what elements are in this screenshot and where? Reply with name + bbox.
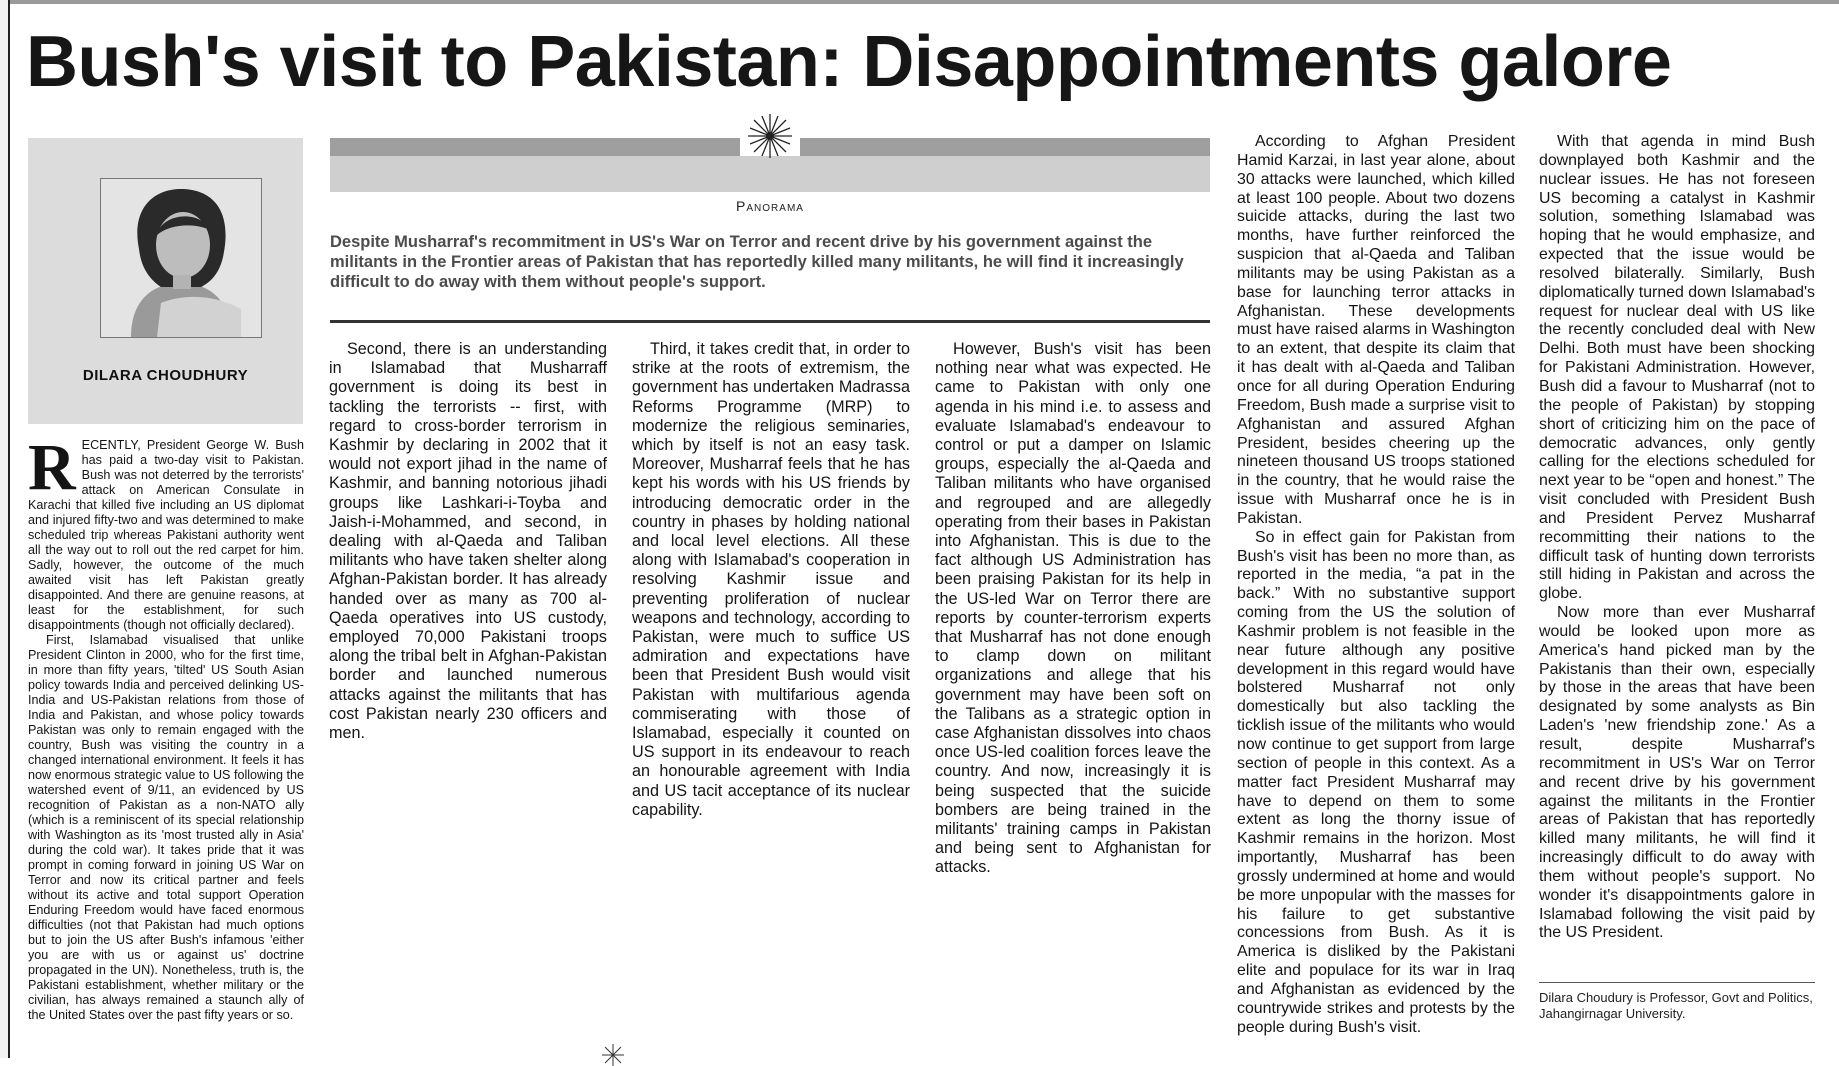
paragraph-karzai: According to Afghan President Hamid Karzai, in last year alone, about 30 attacks were launched, which killed at least 100 people. About two dozens suicide attacks, during the last two months, have further reinforced the suspicion that al-Qaeda and Taliban militants may be using Pakistan as a base for launching terror attacks in Afghanistan. These developments must have raised alarms in Washington to an extent, that despite its claim that it has dealt with al-Qaeda and Taliban once for all during Operation Enduring Freedom, Bush made a surprise visit to Afghanistan and assured Afghan President, besides cheering up the nineteen thousand US troops stationed in the country, that he would raise the issue with Musharraf once he is in Pakistan. [1237,133,1515,527]
article-column-4 [935,340,1211,878]
panorama-shade [330,156,1210,192]
paragraph-however: However, Bush's visit has been nothing near what was expected. He came to Pakistan with only one agenda in his mind i.e. to assess and evaluate Islamabad's endeavour to control or put a damper on Islamic groups, especially the al-Qaeda and Taliban militants who have organised and regrouped and are allegedly operating from their bases in Pakistan into Afghanistan. This is due to the fact although US Administration has been praising Pakistan for its help in the US-led War on Terror there are reports by counter-terrorism experts that Musharraf has not done enough to clamp down on militant organizations and allege that his government may have been soft on the Talibans as a strategic option in case Afghanistan dissolves into chaos once US-led coalition forces leave the country. And now, increasingly it is being suspected that the suicide bombers are being trained in the militants' training camps in Pakistan and being sent to Afghanistan for attacks. [935,340,1211,877]
headline: Bush's visit to Pakistan: Disappointments galore [26,22,1672,102]
article-column-2 [329,340,607,743]
bio-rule [1539,982,1815,983]
author-portrait-icon [101,179,261,337]
author-box [28,138,303,424]
author-bio: Dilara Choudury is Professor, Govt and Politics, Jahangirnagar University. [1539,990,1813,1021]
paragraph-gain: So in effect gain for Pakistan from Bush's visit has been no more than, as reported in the media, “a pat in the back.” With no substantive support coming from the US the solution of Kashmir problem is not feasible in the near future although any positive development in this regard would have bolstered Musharraf not only domestically but also tackling the ticklish issue of the militants who would now continue to get support from large section of people in this context. As a matter fact President Musharraf may have to depend on them to some extent as long the thorny issue of Kashmir remains in the horizon. Most importantly, Musharraf has been grossly undermined at home and would be more unpopular with the masses for his failure to get substantive concessions from Bush. As it is America is disliked by the Pakistani elite and populace for its war in Iraq and Afghanistan as evidenced by the countrywide strikes and protests by the people during Bush's visit. [1237,528,1515,1036]
panorama-banner [330,138,1210,293]
paragraph-first: First, Islamabad visualised that unlike President Clinton in 2000, who for the first time, in more than fifty years, 'tilted' US South Asian policy towards India and perceived delinking US-India and US-Pakistan relations from those of India and Pakistan, and whose policy towards Pakistan was only to remain engaged with the country, Bush was visiting the country in a changed international environment. It feels it has now enormous strategic value to US following the watershed event of 9/11, an evidenced by US recognition of Pakistan as a non-NATO ally (which is a reminiscent of its special relationship with Washington as its 'most trusted ally in Asia' during the cold war). It takes pride that it was prompt in coming forward in joining US War on Terror and now its critical partner and feels without its active and total support Operation Enduring Freedom would have faced enormous difficulties (not that Pakistan had much options but to join the US after Bush's infamous 'either you are with us or against us' doctrine propagated in the UN). Nonetheless, truth is, the Pakistani establishment, whether military or the civilian, has always remained a staunch ally of the United States over the past fifty years or so. [28,633,304,1022]
author-photo [100,178,262,338]
article-column-6 [1539,133,1815,943]
article-column-1 [28,431,304,1023]
star-burst-icon [748,114,792,158]
lead-paragraph [28,431,304,633]
paragraph-second: Second, there is an understanding in Islamabad that Musharraff government is doing its best in tackling the terrorists -- first, with regard to cross-border terrorism in Kashmir by declaring in 2002 that it would not export jihad in the name of Kashmir, and banning notorious jihadi groups like Lashkari-i-Toyba and Jaish-i-Mohammed, and second, in dealing with al-Qaeda and Taliban militants who have taken shelter along Afghan-Pakistan border. It has already handed over as many as 700 al-Qaeda operatives into US custody, employed 70,000 Pakistani troops along the tribal belt in Afghan-Pakistan border and launched numerous attacks against the militants that has cost Pakistan nearly 230 officers and men. [329,340,607,743]
drop-cap: R [28,431,76,504]
page-left-rule [8,0,10,1058]
article-column-5 [1237,133,1515,1038]
deck-summary: Despite Musharraf's recommitment in US's War on Terror and recent drive by his government against the militants in the Frontier areas of Pakistan that has reportedly killed many militants, he will find it increasingly difficult to do away with them without people's support. [330,233,1184,291]
author-name: DILARA CHOUDHURY [82,367,249,384]
bottom-star-icon [602,1044,624,1066]
page-left-gutter [0,0,8,1058]
paragraph-now: Now more than ever Musharraf would be looked upon more as America's hand picked man by the Pakistanis than their own, especially by those in the areas that have been designated by some analysts as Bin Laden's 'new friendship zone.' As a result, despite Musharraf's recommitment in US's War on Terror and recent drive by his government against the militants in the Frontier areas of Pakistan that has reportedly killed many militants, he will find it increasingly difficult to do away with them without people's support. No wonder it's disappointments galore in Islamabad following the visit paid by the US President. [1539,604,1815,942]
article-column-3 [632,340,910,820]
deck-rule [330,320,1210,323]
panorama-label: Panorama [736,198,804,214]
top-rule [10,0,1839,4]
lead-text: ECENTLY, President George W. Bush has paid a two-day visit to Pakistan. Bush was not deterred by the terrorists' attack on American Consulate in Karachi that killed five including an US diplomat and injured fifty-two and was determined to make scheduled trip whereas Pakistani authority went all the way out to roll out the red carpet for him. Sadly, however, the outcome of the much awaited visit has left Pakistan greatly disappointed. And there are genuine reasons, at least for the establishment, for such disappointments (though not officially declared). [28,438,304,632]
paragraph-third: Third, it takes credit that, in order to strike at the roots of extremism, the government has undertaken Madrassa Reforms Programme (MRP) to modernize the religious seminaries, which by itself is not an easy task. Moreover, Musharraf feels that he has kept his words with his US friends by introducing democratic order in the country in phases by holding national and local level elections. All these along with Islamabad's cooperation in resolving Kashmir issue and preventing proliferation of nuclear weapons and technology, according to Pakistan, were much to suffice US admiration and expectations have been that President Bush would visit Pakistan with multifarious agenda commiserating with those of Islamabad, especially it counted on US support in its endeavour to reach an honourable agreement with India and US tacit acceptance of its nuclear capability. [632,340,910,819]
paragraph-agenda: With that agenda in mind Bush downplayed both Kashmir and the nuclear issues. He has not foreseen US becoming a catalyst in Kashmir solution, something Islamabad was hoping that he would emphasize, and expected that the issue would be resolved bilaterally. Similarly, Bush diplomatically turned down Islamabad's request for nuclear deal with US like the recently concluded deal with New Delhi. Both must have been shocking for Pakistani Administration. However, Bush did a favour to Musharraf (not to the people of Pakistan) by stopping short of criticizing him on the pace of democratic advances, only gently calling for the elections scheduled for next year to be “open and honest.” The visit concluded with President Bush and President Pervez Musharraf recommitting their nations to the difficult task of hunting down terrorists still hiding in Pakistan and across the globe. [1539,133,1815,603]
